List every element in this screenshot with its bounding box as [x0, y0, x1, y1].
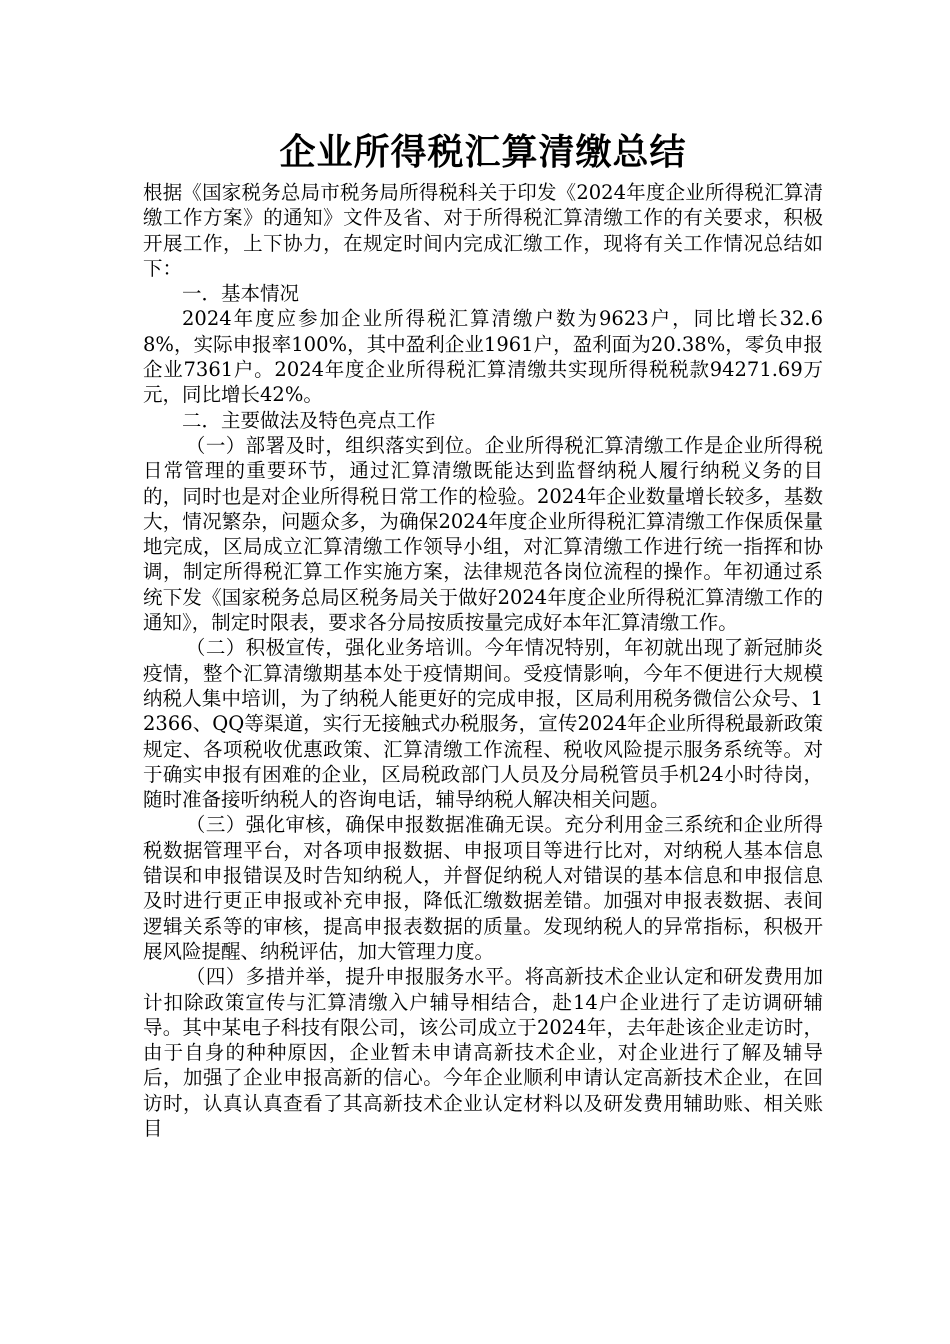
- practice-paragraph-3: （三）强化审核，确保申报数据准确无误。充分利用金三系统和企业所得税数据管理平台，对各项申报数据、申报项目等进行比对，对纳税人基本信息错误和申报错误及时告知纳税人，并督促纳税人对错误的基本信息和申报信息及时进行更正申报或补充申报，降低汇缴数据差错。加强对申报表数据、表间逻辑关系等的审核，提高申报表数据的质量。发现纳税人的异常指标，积极开展风险提醒、纳税评估，加大管理力度。: [143, 813, 823, 963]
- section-heading-practices: 二．主要做法及特色亮点工作: [182, 408, 436, 432]
- document-title: 企业所得税汇算清缴总结: [279, 131, 687, 173]
- practice-paragraph-4: （四）多措并举，提升申报服务水平。将高新技术企业认定和研发费用加计扣除政策宣传与汇算清缴入户辅导相结合，赴14户企业进行了走访调研辅导。其中某电子科技有限公司，该公司成立于2024年，去年赴该企业走访时，由于自身的种种原因，企业暂未申请高新技术企业，对企业进行了解及辅导后，加强了企业申报高新的信心。今年企业顺利申请认定高新技术企业，在回访时，认真认真查看了其高新技术企业认定材料以及研发费用辅助账、相关账目: [143, 965, 823, 1140]
- basic-situation-paragraph: 2024年度应参加企业所得税汇算清缴户数为9623户，同比增长32.68%，实际申报率100%，其中盈利企业1961户，盈利面为20.38%，零负申报企业7361户。2024年度企业所得税汇算清缴共实现所得税税款94271.69万元，同比增长42%。: [143, 307, 823, 407]
- practice-paragraph-2: （二）积极宣传，强化业务培训。今年情况特别，年初就出现了新冠肺炎疫情，整个汇算清缴期基本处于疫情期间。受疫情影响，今年不便进行大规模纳税人集中培训，为了纳税人能更好的完成申报，区局利用税务微信公众号、12366、QQ等渠道，实行无接触式办税服务，宣传2024年企业所得税最新政策规定、各项税收优惠政策、汇算清缴工作流程、税收风险提示服务系统等。对于确实申报有困难的企业，区局税政部门人员及分局税管员手机24小时待岗，随时准备接听纳税人的咨询电话，辅导纳税人解决相关问题。: [143, 636, 823, 812]
- intro-paragraph: 根据《国家税务总局市税务局所得税科关于印发《2024年度企业所得税汇算清缴工作方案》的通知》文件及省、对于所得税汇算清缴工作的有关要求，积极开展工作，上下协力，在规定时间内完成汇缴工作，现将有关工作情况总结如下：: [143, 181, 823, 280]
- practice-paragraph-1: （一）部署及时，组织落实到位。企业所得税汇算清缴工作是企业所得税日常管理的重要环节，通过汇算清缴既能达到监督纳税人履行纳税义务的目的，同时也是对企业所得税日常工作的检验。2024年企业数量增长较多，基数大，情况繁杂，问题众多，为确保2024年度企业所得税汇算清缴工作保质保量地完成，区局成立汇算清缴工作领导小组，对汇算清缴工作进行统一指挥和协调，制定所得税汇算工作实施方案，法律规范各岗位流程的操作。年初通过系统下发《国家税务总局区税务局关于做好2024年度企业所得税汇算清缴工作的通知》，制定时限表，要求各分局按质按量完成好本年汇算清缴工作。: [143, 433, 823, 635]
- document-page: [143, 128, 823, 1141]
- section-heading-basic: 一．基本情况: [182, 282, 300, 306]
